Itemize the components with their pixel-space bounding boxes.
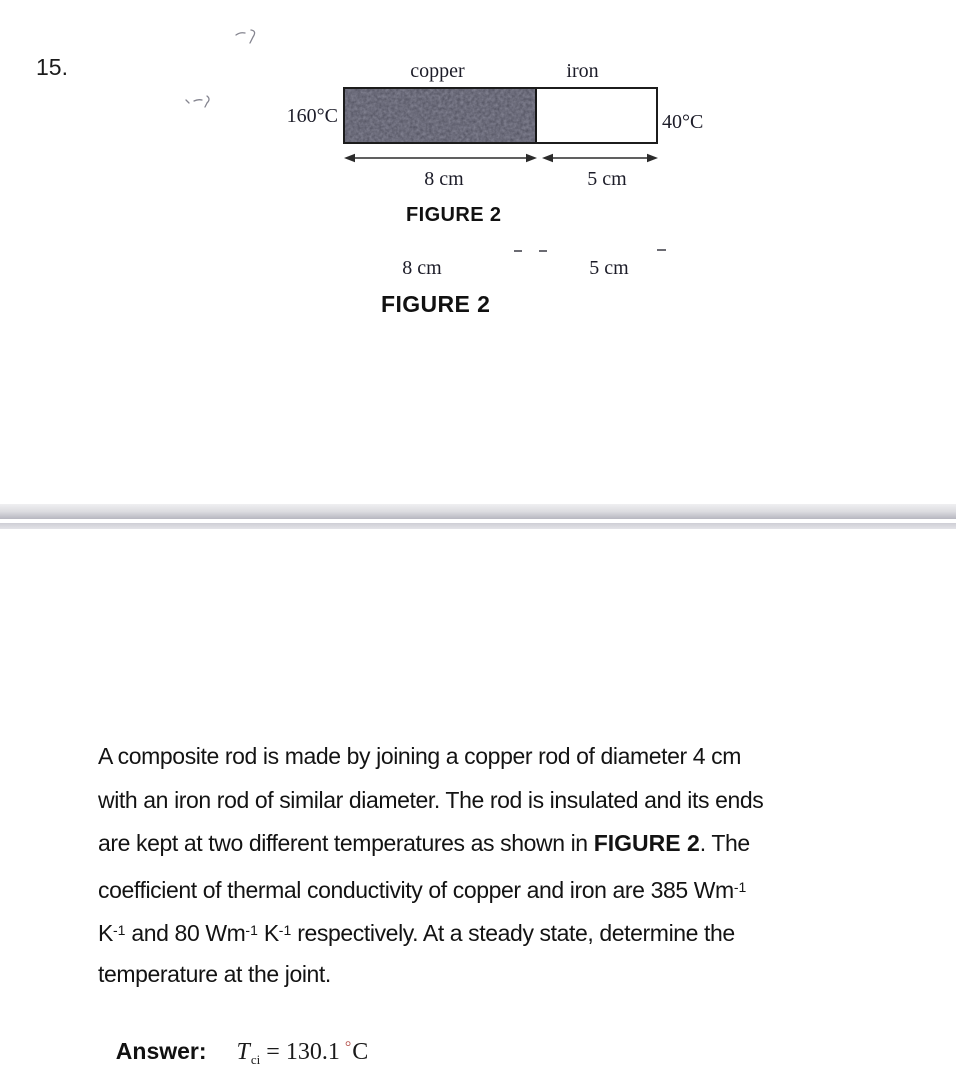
pen-scribble-top <box>234 26 262 46</box>
exponent: -1 <box>733 878 747 895</box>
iron-section <box>537 89 656 142</box>
page-break-line <box>0 523 956 529</box>
copper-length-label: 8 cm <box>424 168 464 190</box>
exponent: -1 <box>245 922 258 938</box>
equation-value: = 130.1 <box>266 1039 340 1065</box>
problem-statement <box>98 735 873 996</box>
degree-symbol: ° <box>344 1039 352 1056</box>
exponent: -1 <box>112 922 126 938</box>
figure-caption-duplicate: FIGURE 2 <box>381 291 491 317</box>
dimension-arrows <box>340 150 662 166</box>
left-temperature-label: 160°C <box>286 105 338 127</box>
equation-subscript: ci <box>250 1052 261 1067</box>
scan-artifact-dash <box>514 250 522 252</box>
question-number: 15. <box>36 54 68 80</box>
answer-row <box>98 1000 369 1067</box>
equation-unit: C <box>352 1039 369 1065</box>
copper-length-label-duplicate: 8 cm <box>402 257 442 279</box>
copper-label: copper <box>410 60 465 82</box>
problem-line: A composite rod is made by joining a copper rod of diameter 4 cm <box>98 743 742 769</box>
problem-line: coefficient of thermal conductivity of copper and iron are 385 $Wm^{-1}$ <box>98 876 747 903</box>
right-temperature-label: 40°C <box>662 111 704 133</box>
page-break-shadow <box>0 504 956 519</box>
scan-artifact-dash <box>539 250 547 252</box>
figure-reference: FIGURE 2 <box>593 830 700 856</box>
temperature-symbol: T <box>236 1039 251 1065</box>
figure-caption: FIGURE 2 <box>406 204 502 226</box>
iron-length-label: 5 cm <box>587 168 627 190</box>
answer-label: Answer: <box>115 1038 207 1064</box>
scan-artifact-dash <box>657 249 666 251</box>
copper-section <box>345 89 537 142</box>
pen-scribble-left <box>183 93 215 111</box>
problem-line: are kept at two different temperatures as shown in FIGURE 2. The <box>98 830 750 856</box>
exponent: -1 <box>278 922 292 938</box>
composite-rod-diagram <box>343 87 658 144</box>
problem-line: temperature at the joint. <box>98 960 331 987</box>
iron-label: iron <box>566 60 599 82</box>
iron-length-label-duplicate: 5 cm <box>589 257 629 279</box>
copper-texture <box>345 89 535 142</box>
problem-line: $K^{-1}$ and 80 $Wm^{-1}$ $K^{-1}$ respectively. At a steady state, determine the <box>98 920 735 946</box>
problem-line: with an iron rod of similar diameter. The rod is insulated and its ends <box>98 786 764 813</box>
answer-equation <box>237 1039 369 1065</box>
